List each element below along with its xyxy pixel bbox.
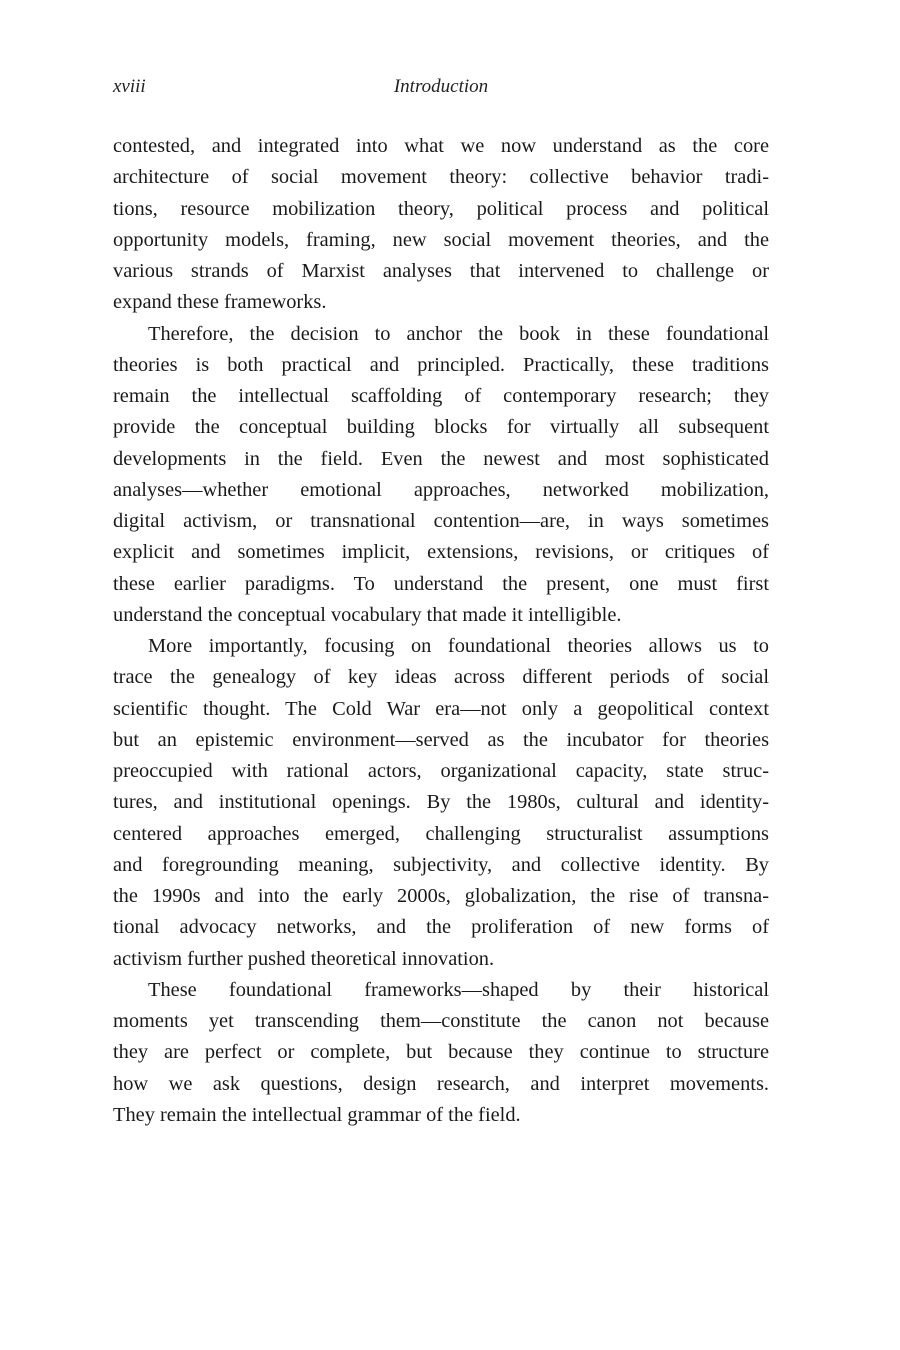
text-line: opportunity models, framing, new social movement theories, and the — [113, 228, 769, 251]
text-line: moments yet transcending them—constitute the canon not because — [113, 1010, 769, 1032]
text-line: analyses—whether emotional approaches, networked mobilization, — [113, 478, 769, 501]
body-text — [113, 131, 769, 1131]
text-line: how we ask questions, design research, and interpret movements. — [113, 1072, 769, 1095]
text-line: preoccupied with rational actors, organizational capacity, state struc- — [113, 760, 769, 782]
text-line: these earlier paradigms. To understand the present, one must first — [113, 572, 769, 595]
paragraph — [113, 131, 769, 319]
text-line: tures, and institutional openings. By the 1980s, cultural and identity- — [113, 791, 769, 814]
text-line: provide the conceptual building blocks for virtually all subsequent — [113, 416, 769, 439]
text-line: theories is both practical and principled. Practically, these traditions — [113, 353, 769, 376]
text-line: but an epistemic environment—served as the incubator for theories — [113, 728, 769, 751]
text-line: various strands of Marxist analyses that intervened to challenge or — [113, 260, 769, 282]
text-line: More importantly, focusing on foundational theories allows us to — [148, 635, 769, 657]
paragraph — [113, 975, 769, 1131]
running-head — [113, 76, 769, 100]
text-line: architecture of social movement theory: collective behavior tradi- — [113, 166, 769, 189]
text-line: tions, resource mobilization theory, political process and political — [113, 197, 769, 220]
text-line: expand these frameworks. — [113, 291, 327, 314]
text-line: they are perfect or complete, but because they continue to structure — [113, 1041, 769, 1064]
text-line: They remain the intellectual grammar of the field. — [113, 1103, 521, 1126]
text-line: the 1990s and into the early 2000s, globalization, the rise of transna- — [113, 885, 769, 907]
text-line: scientific thought. The Cold War era—not only a geopolitical context — [113, 697, 769, 720]
paragraph — [113, 319, 769, 632]
text-line: tional advocacy networks, and the proliferation of new forms of — [113, 916, 769, 939]
running-title: Introduction — [393, 76, 489, 97]
text-line: These foundational frameworks—shaped by their historical — [148, 978, 769, 1001]
text-line: understand the conceptual vocabulary that made it intelligible. — [113, 603, 622, 626]
text-line: trace the genealogy of key ideas across different periods of social — [113, 666, 769, 689]
text-line: Therefore, the decision to anchor the book in these foundational — [148, 322, 769, 345]
page-number: xviii — [113, 76, 146, 97]
text-line: developments in the field. Even the newest and most sophisticated — [113, 447, 769, 470]
text-line: centered approaches emerged, challenging structuralist assumptions — [113, 822, 769, 845]
text-line: digital activism, or transnational contention—are, in ways sometimes — [113, 510, 769, 532]
text-line: contested, and integrated into what we now understand as the core — [113, 135, 769, 157]
paragraph — [113, 631, 769, 975]
text-line: explicit and sometimes implicit, extensions, revisions, or critiques of — [113, 541, 769, 564]
text-line: activism further pushed theoretical innovation. — [113, 947, 495, 970]
text-line: and foregrounding meaning, subjectivity, and collective identity. By — [113, 853, 769, 876]
text-line: remain the intellectual scaffolding of contemporary research; they — [113, 385, 769, 407]
